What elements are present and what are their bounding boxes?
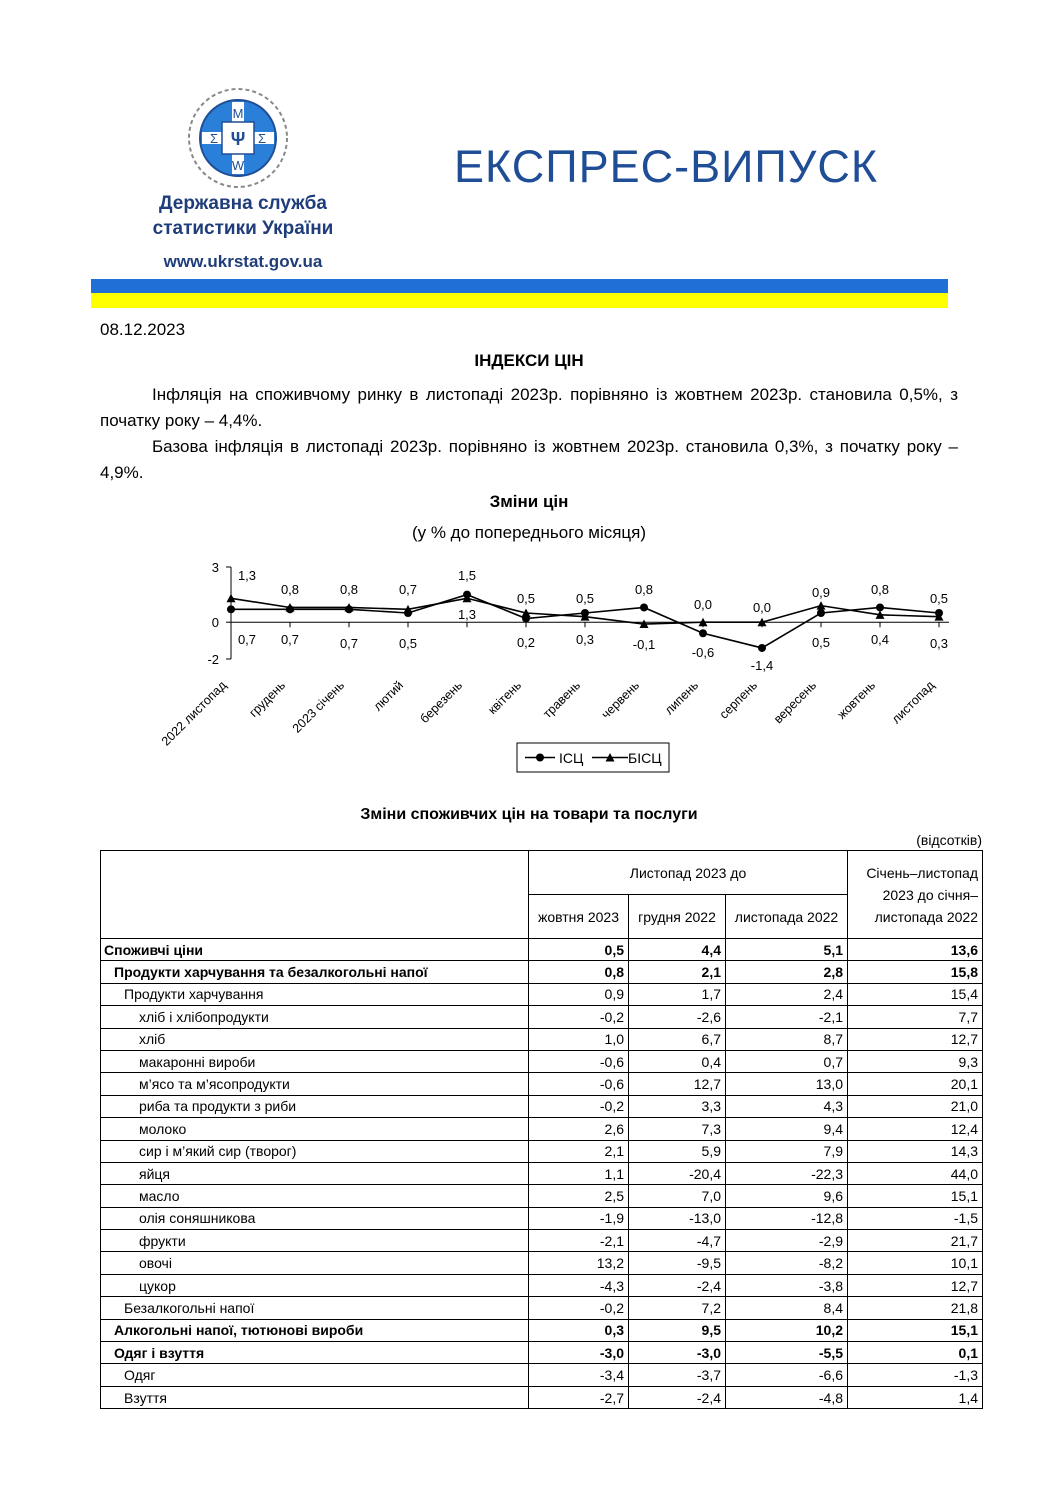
row-label: Одяг — [101, 1364, 529, 1386]
cell-value: 8,7 — [726, 1028, 848, 1050]
cell-value: 12,7 — [848, 1274, 983, 1296]
cell-value: 9,3 — [848, 1050, 983, 1072]
table-corner-cell — [101, 851, 529, 939]
series-point — [640, 603, 648, 611]
cell-value: 1,7 — [629, 983, 726, 1005]
data-label: 1,5 — [457, 568, 477, 583]
flag-stripe-blue — [91, 279, 948, 293]
cell-value: -3,0 — [629, 1342, 726, 1364]
data-label: 0,2 — [516, 635, 536, 650]
col-header-oct-2023: жовтня 2023 — [529, 895, 629, 939]
row-label: яйця — [101, 1162, 529, 1184]
cell-value: 12,7 — [848, 1028, 983, 1050]
row-label: Алкогольні напої, тютюнові вироби — [101, 1319, 529, 1341]
cell-value: -1,5 — [848, 1207, 983, 1229]
cell-value: -2,1 — [529, 1230, 629, 1252]
cell-value: 1,0 — [529, 1028, 629, 1050]
table-row — [101, 1297, 983, 1319]
flag-stripe-yellow — [91, 293, 948, 308]
x-tick-label: квітень — [485, 678, 525, 718]
data-label: 0,5 — [929, 591, 949, 606]
x-tick-label: серпень — [716, 678, 761, 722]
cell-value: -3,7 — [629, 1364, 726, 1386]
table-row — [101, 1319, 983, 1341]
legend-label-bisc: БІСЦ — [628, 750, 662, 766]
data-label: 0,0 — [752, 600, 772, 615]
cell-value: -0,2 — [529, 1095, 629, 1117]
paragraph-inflation-text: Інфляція на споживчому ринку в листопаді 2023р. порівняно із жовтнем 2023р. становила 0,5%, з початку року – 4,4%. — [100, 385, 958, 430]
table-row — [101, 1118, 983, 1140]
cell-value: 2,1 — [629, 961, 726, 983]
cell-value: 4,3 — [726, 1095, 848, 1117]
legend-marker-isc — [536, 754, 544, 762]
row-label: Продукти харчування — [101, 983, 529, 1005]
table-row — [101, 1006, 983, 1028]
data-label: 0,3 — [929, 636, 949, 651]
table-row — [101, 1140, 983, 1162]
table-row — [101, 1095, 983, 1117]
x-tick-label: вересень — [771, 678, 820, 727]
cell-value: 13,6 — [848, 939, 983, 961]
cell-value: 2,8 — [726, 961, 848, 983]
data-label: 0,9 — [811, 585, 831, 600]
row-label: хліб — [101, 1028, 529, 1050]
cell-value: 0,4 — [629, 1050, 726, 1072]
cell-value: -2,9 — [726, 1230, 848, 1252]
data-label: 0,7 — [398, 582, 418, 597]
cell-value: 7,0 — [629, 1185, 726, 1207]
data-label: -0,6 — [691, 645, 715, 660]
cell-value: 5,9 — [629, 1140, 726, 1162]
price-changes-table — [100, 850, 983, 1409]
row-label: фрукти — [101, 1230, 529, 1252]
cell-value: -1,3 — [848, 1364, 983, 1386]
cell-value: 1,4 — [848, 1386, 983, 1408]
cell-value: 3,3 — [629, 1095, 726, 1117]
table-unit: (відсотків) — [916, 832, 982, 848]
cell-value: -4,8 — [726, 1386, 848, 1408]
cell-value: -0,2 — [529, 1006, 629, 1028]
cell-value: 0,1 — [848, 1342, 983, 1364]
cell-value: 2,1 — [529, 1140, 629, 1162]
data-label: 0,8 — [634, 582, 654, 597]
data-label: 0,8 — [870, 582, 890, 597]
x-tick-label: 2022 листопад — [158, 678, 230, 749]
data-label: 0,7 — [280, 632, 300, 647]
paragraph-inflation — [100, 382, 958, 434]
table-row — [101, 1050, 983, 1072]
table-row — [101, 1185, 983, 1207]
release-title: ІНДЕКСИ ЦІН — [474, 351, 584, 370]
row-label: молоко — [101, 1118, 529, 1140]
cell-value: 13,0 — [726, 1073, 848, 1095]
website-link[interactable]: www.ukrstat.gov.ua — [163, 252, 323, 271]
org-name-line2: статистики України — [152, 218, 334, 239]
row-label: Споживчі ціни — [101, 939, 529, 961]
data-label: 0,3 — [575, 632, 595, 647]
cell-value: -3,8 — [726, 1274, 848, 1296]
x-tick-label: травень — [540, 678, 584, 722]
y-tick-label: 0 — [211, 615, 219, 631]
cell-value: 7,7 — [848, 1006, 983, 1028]
data-label: 0,8 — [280, 582, 300, 597]
table-row — [101, 1386, 983, 1408]
cell-value: -4,7 — [629, 1230, 726, 1252]
cell-value: 2,4 — [726, 983, 848, 1005]
x-tick-label: жовтень — [834, 678, 879, 722]
cell-value: 15,1 — [848, 1185, 983, 1207]
table-row — [101, 1342, 983, 1364]
cell-value: -3,4 — [529, 1364, 629, 1386]
cell-value: 21,8 — [848, 1297, 983, 1319]
cell-value: 0,5 — [529, 939, 629, 961]
series-point — [758, 644, 766, 652]
cell-value: 0,7 — [726, 1050, 848, 1072]
paragraph-core-inflation — [100, 434, 958, 486]
data-label: 0,7 — [237, 632, 257, 647]
row-label: масло — [101, 1185, 529, 1207]
data-label: 0,5 — [516, 591, 536, 606]
cell-value: 21,0 — [848, 1095, 983, 1117]
cell-value: 0,3 — [529, 1319, 629, 1341]
ukrstat-logo — [188, 88, 288, 188]
row-label: хліб і хлібопродукти — [101, 1006, 529, 1028]
cell-value: -22,3 — [726, 1162, 848, 1184]
cell-value: 44,0 — [848, 1162, 983, 1184]
row-label: цукор — [101, 1274, 529, 1296]
data-label: 0,5 — [811, 635, 831, 650]
table-row — [101, 939, 983, 961]
table-row — [101, 983, 983, 1005]
x-tick-label: березень — [417, 678, 466, 726]
release-date: 08.12.2023 — [100, 320, 186, 339]
svg-text:W: W — [231, 158, 245, 173]
data-label: 0,4 — [870, 632, 890, 647]
cell-value: -2,7 — [529, 1386, 629, 1408]
cell-value: -20,4 — [629, 1162, 726, 1184]
row-label: олія соняшникова — [101, 1207, 529, 1229]
col-header-nov-2022: листопада 2022 — [726, 895, 848, 939]
cell-value: 12,4 — [848, 1118, 983, 1140]
cell-value: 6,7 — [629, 1028, 726, 1050]
data-label: 0,0 — [693, 597, 713, 612]
x-tick-label: лютий — [370, 678, 407, 714]
cell-value: 9,6 — [726, 1185, 848, 1207]
cell-value: 7,2 — [629, 1297, 726, 1319]
table-row — [101, 1028, 983, 1050]
cell-value: 20,1 — [848, 1073, 983, 1095]
table-title: Зміни споживчих цін на товари та послуги — [360, 806, 698, 823]
data-label: -1,4 — [750, 658, 774, 673]
cell-value: 15,4 — [848, 983, 983, 1005]
col-header-dec-2022: грудня 2022 — [629, 895, 726, 939]
cell-value: -0,2 — [529, 1297, 629, 1319]
cell-value: 14,3 — [848, 1140, 983, 1162]
row-label: сир і м’який сир (творог) — [101, 1140, 529, 1162]
data-label: 0,5 — [398, 636, 418, 651]
row-label: Продукти харчування та безалкогольні напої — [101, 961, 529, 983]
cell-value: 4,4 — [629, 939, 726, 961]
series-point — [227, 605, 235, 613]
cell-value: -3,0 — [529, 1342, 629, 1364]
y-tick-label: -2 — [207, 652, 219, 667]
table-row — [101, 1252, 983, 1274]
x-tick-label: грудень — [246, 678, 289, 720]
cell-value: 21,7 — [848, 1230, 983, 1252]
cell-value: -0,6 — [529, 1050, 629, 1072]
cell-value: -2,1 — [726, 1006, 848, 1028]
data-label: -0,1 — [632, 637, 656, 652]
y-tick-label: 3 — [211, 560, 219, 575]
data-label: 0,7 — [339, 636, 359, 651]
row-label: Безалкогольні напої — [101, 1297, 529, 1319]
release-type-title: ЕКСПРЕС-ВИПУСК — [454, 141, 879, 192]
cell-value: -6,6 — [726, 1364, 848, 1386]
cell-value: -4,3 — [529, 1274, 629, 1296]
cell-value: 0,9 — [529, 983, 629, 1005]
table-row — [101, 1162, 983, 1184]
ytd-header: Січень–листопад 2023 до січня–листопада 2022 — [848, 851, 983, 939]
table-row — [101, 1073, 983, 1095]
x-tick-label: листопад — [888, 678, 938, 727]
cell-value: -2,6 — [629, 1006, 726, 1028]
row-label: риба та продукти з риби — [101, 1095, 529, 1117]
cell-value: -5,5 — [726, 1342, 848, 1364]
cell-value: -2,4 — [629, 1386, 726, 1408]
cell-value: 15,1 — [848, 1319, 983, 1341]
svg-text:M: M — [232, 106, 244, 121]
table-row — [101, 1230, 983, 1252]
cell-value: 15,8 — [848, 961, 983, 983]
cell-value: 7,3 — [629, 1118, 726, 1140]
cell-value: 2,6 — [529, 1118, 629, 1140]
row-label: Взуття — [101, 1386, 529, 1408]
svg-text:Ψ: Ψ — [230, 129, 246, 149]
cell-value: 13,2 — [529, 1252, 629, 1274]
data-label: 0,5 — [575, 591, 595, 606]
row-label: Одяг і взуття — [101, 1342, 529, 1364]
data-label: 1,3 — [457, 607, 477, 622]
cell-value: -8,2 — [726, 1252, 848, 1274]
data-label: 1,3 — [237, 568, 257, 583]
cell-value: -1,9 — [529, 1207, 629, 1229]
group-header: Листопад 2023 до — [529, 851, 848, 895]
cell-value: 1,1 — [529, 1162, 629, 1184]
cell-value: -2,4 — [629, 1274, 726, 1296]
legend-label-isc: ІСЦ — [559, 750, 584, 766]
cell-value: 12,7 — [629, 1073, 726, 1095]
svg-text:Σ: Σ — [209, 131, 219, 146]
x-tick-label: червень — [598, 678, 643, 722]
price-change-chart — [158, 558, 980, 788]
cell-value: 0,8 — [529, 961, 629, 983]
cell-value: 10,1 — [848, 1252, 983, 1274]
svg-text:Ʃ: Ʃ — [257, 131, 267, 146]
x-tick-label: 2023 січень — [289, 678, 348, 736]
table-row — [101, 961, 983, 983]
cell-value: 5,1 — [726, 939, 848, 961]
cell-value: 9,4 — [726, 1118, 848, 1140]
cell-value: -13,0 — [629, 1207, 726, 1229]
cell-value: -12,8 — [726, 1207, 848, 1229]
paragraph-core-inflation-text: Базова інфляція в листопаді 2023р. порівняно із жовтнем 2023р. становила 0,3%, з початку року – 4,9%. — [100, 437, 958, 482]
table-row — [101, 1207, 983, 1229]
data-label: 0,8 — [339, 582, 359, 597]
chart-subtitle: (у % до попереднього місяця) — [411, 523, 647, 542]
cell-value: 7,9 — [726, 1140, 848, 1162]
series-point — [699, 629, 707, 637]
row-label: макаронні вироби — [101, 1050, 529, 1072]
row-label: м’ясо та м’ясопродукти — [101, 1073, 529, 1095]
cell-value: 2,5 — [529, 1185, 629, 1207]
org-name-line1: Державна служба — [159, 193, 327, 214]
cell-value: 9,5 — [629, 1319, 726, 1341]
row-label: овочі — [101, 1252, 529, 1274]
series-point — [817, 609, 825, 617]
cell-value: -9,5 — [629, 1252, 726, 1274]
cell-value: 10,2 — [726, 1319, 848, 1341]
x-tick-label: липень — [661, 678, 702, 718]
table-row — [101, 1364, 983, 1386]
chart-title: Зміни цін — [489, 492, 569, 511]
cell-value: -0,6 — [529, 1073, 629, 1095]
series-point — [876, 603, 884, 611]
table-row — [101, 1274, 983, 1296]
cell-value: 8,4 — [726, 1297, 848, 1319]
